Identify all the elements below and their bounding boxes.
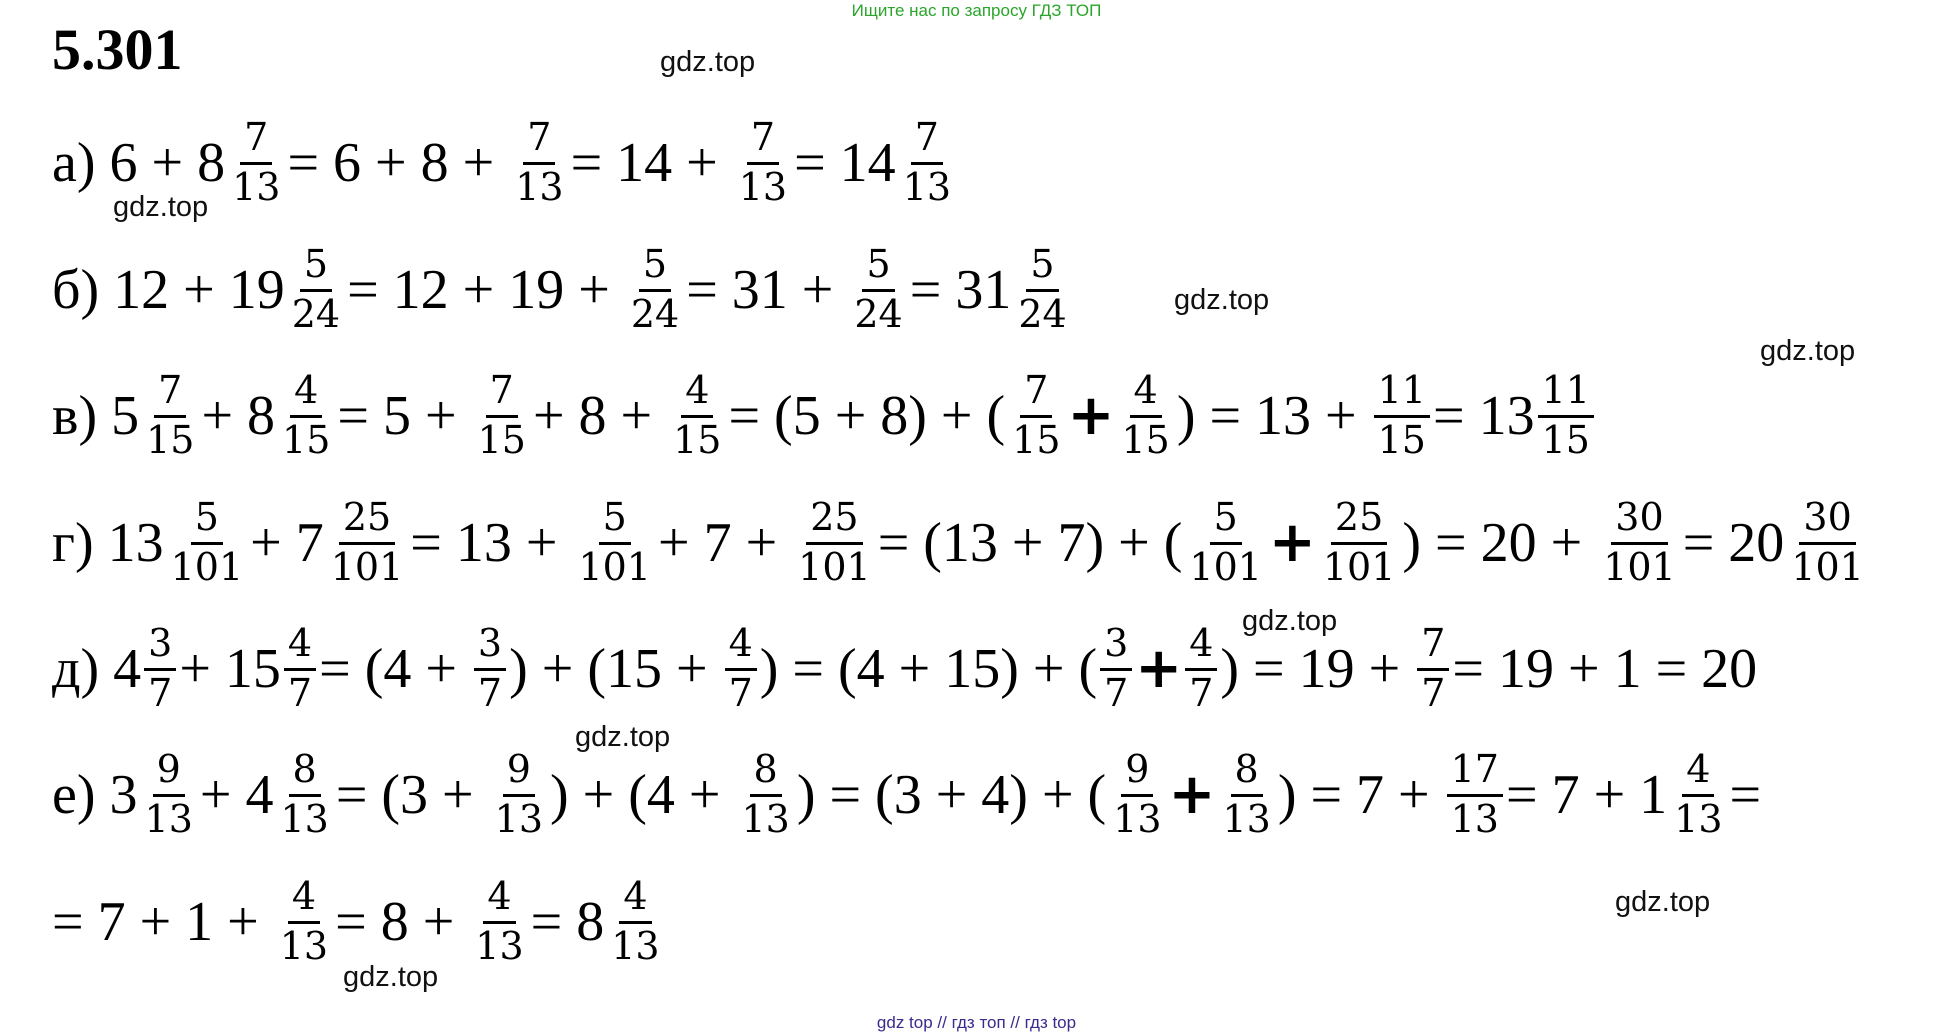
fraction — [1787, 497, 1868, 589]
fraction-numerator: 4 — [725, 623, 757, 671]
expression-text: = 6 + 8 + — [287, 131, 509, 194]
expression-text: = 13 + — [410, 511, 572, 574]
fraction-denominator: 24 — [854, 291, 903, 336]
expression-text: + 4 — [199, 763, 274, 826]
fraction — [607, 876, 663, 968]
fraction-denominator: 15 — [1541, 417, 1590, 462]
fraction — [574, 497, 655, 589]
fraction — [141, 749, 197, 841]
fraction-numerator: 5 — [1026, 244, 1058, 292]
fraction-numerator: 17 — [1447, 749, 1503, 797]
fraction-denominator: 101 — [330, 544, 404, 589]
fraction-numerator: 7 — [1417, 623, 1449, 671]
fraction-numerator: 4 — [284, 623, 316, 671]
fraction-denominator: 24 — [291, 291, 341, 336]
expression-text: = 7 + 1 — [1505, 763, 1668, 826]
fraction-numerator: 11 — [1374, 370, 1430, 418]
fraction-numerator: 7 — [154, 370, 186, 418]
equation-g — [52, 497, 1871, 589]
fraction — [737, 749, 793, 841]
fraction-denominator: 13 — [902, 164, 952, 209]
expression-text: + 7 — [250, 511, 324, 574]
fraction-denominator: 13 — [232, 164, 281, 209]
fraction-denominator: 13 — [1450, 796, 1499, 841]
expression-text: ) = 20 + — [1402, 511, 1597, 574]
fraction — [1117, 370, 1173, 462]
expression-text: = 19 + 1 = 20 — [1452, 637, 1758, 700]
fraction-numerator: 11 — [1538, 370, 1594, 418]
fraction-denominator: 101 — [798, 544, 871, 589]
equation-a — [52, 117, 958, 209]
fraction — [735, 117, 791, 209]
fraction — [284, 623, 316, 715]
fraction-numerator: 25 — [806, 497, 862, 545]
expression-text: в) 5 — [52, 384, 140, 447]
plus-sign: + — [1268, 509, 1316, 575]
expression-text: а) 6 + 8 — [52, 131, 226, 194]
expression-text: б) 12 + 19 — [52, 258, 285, 321]
fraction-numerator: 3 — [144, 623, 176, 671]
equation-d — [52, 623, 1757, 715]
expression-text: = 8 — [530, 890, 605, 953]
expression-text: г) 13 — [52, 511, 164, 574]
fraction-denominator: 13 — [738, 164, 788, 209]
fraction-denominator: 24 — [1018, 291, 1067, 336]
watermark: gdz.top — [1760, 335, 1856, 367]
fraction — [471, 876, 527, 968]
fraction-numerator: 4 — [1130, 370, 1162, 418]
fraction — [1417, 623, 1449, 715]
fraction-numerator: 4 — [288, 876, 320, 924]
expression-text: ) = 19 + — [1220, 637, 1415, 700]
watermark: gdz.top — [660, 46, 756, 78]
fraction-numerator: 5 — [862, 244, 894, 292]
fraction-denominator: 7 — [1421, 670, 1446, 715]
equation-e — [52, 749, 1761, 841]
fraction-denominator: 7 — [287, 670, 313, 715]
fraction — [725, 623, 757, 715]
watermark: gdz.top — [1242, 605, 1338, 637]
fraction-denominator: 15 — [282, 417, 331, 462]
fraction-denominator: 7 — [148, 670, 173, 715]
fraction-numerator: 30 — [1799, 497, 1855, 545]
fraction-numerator: 30 — [1611, 497, 1667, 545]
fraction — [627, 244, 683, 336]
expression-text: = 8 + — [335, 890, 469, 953]
expression-text: д) 4 — [52, 637, 142, 700]
fraction-denominator: 15 — [673, 417, 722, 462]
fraction-numerator: 8 — [1231, 749, 1263, 797]
expression-text: + 8 + — [532, 384, 667, 447]
expression-text: = (5 + 8) + ( — [728, 384, 1006, 447]
fraction-numerator: 4 — [681, 370, 713, 418]
watermark: gdz.top — [1615, 886, 1711, 918]
expression-text: = 5 + — [337, 384, 471, 447]
fraction-denominator: 7 — [1189, 670, 1214, 715]
fraction — [288, 244, 344, 336]
fraction — [511, 117, 567, 209]
equation-v — [52, 370, 1597, 462]
fraction-denominator: 13 — [279, 923, 329, 968]
watermark: gdz.top — [113, 191, 209, 223]
fraction — [144, 623, 176, 715]
fraction-denominator: 101 — [578, 544, 651, 589]
plus-sign: + — [1135, 635, 1183, 701]
expression-text: = 12 + 19 + — [347, 258, 624, 321]
fraction — [1100, 623, 1132, 715]
fraction-denominator: 13 — [144, 796, 193, 841]
fraction-denominator: 13 — [475, 923, 524, 968]
expression-text: = 14 + — [570, 131, 732, 194]
fraction-denominator: 101 — [1603, 544, 1676, 589]
fraction-numerator: 25 — [1331, 497, 1387, 545]
fraction — [1218, 749, 1274, 841]
fraction-denominator: 101 — [1189, 544, 1262, 589]
fraction-numerator: 4 — [619, 876, 651, 924]
fraction — [1538, 370, 1594, 462]
fraction-numerator: 5 — [1210, 497, 1242, 545]
fraction-denominator: 13 — [611, 923, 660, 968]
fraction-numerator: 7 — [486, 370, 518, 418]
expression-text: е) 3 — [52, 763, 138, 826]
fraction-denominator: 13 — [1222, 796, 1271, 841]
expression-text: + 15 — [179, 637, 281, 700]
plus-sign: + — [1067, 382, 1115, 448]
fraction-numerator: 9 — [503, 749, 535, 797]
fraction-denominator: 101 — [1791, 544, 1864, 589]
fraction-denominator: 24 — [630, 291, 680, 336]
fraction-numerator: 5 — [300, 244, 332, 292]
expression-text: = 20 — [1682, 511, 1785, 574]
expression-text: = 7 + 1 + — [52, 890, 273, 953]
fraction — [1599, 497, 1680, 589]
fraction-numerator: 5 — [191, 497, 223, 545]
fraction-denominator: 13 — [1674, 796, 1723, 841]
fraction-denominator: 13 — [1113, 796, 1162, 841]
expression-text: ) = 13 + — [1176, 384, 1371, 447]
fraction — [491, 749, 547, 841]
fraction-denominator: 101 — [1322, 544, 1396, 589]
fraction-numerator: 7 — [1020, 370, 1052, 418]
fraction — [228, 117, 284, 209]
fraction — [1447, 749, 1503, 841]
fraction — [276, 749, 332, 841]
plus-sign: + — [1168, 761, 1216, 827]
fraction-denominator: 15 — [1377, 417, 1426, 462]
fraction — [1374, 370, 1430, 462]
fraction — [850, 244, 906, 336]
expression-text: ) = (4 + 15) + ( — [759, 637, 1098, 700]
fraction-numerator: 7 — [747, 117, 779, 165]
expression-text: ) = (3 + 4) + ( — [796, 763, 1107, 826]
fraction — [1185, 497, 1266, 589]
fraction-numerator: 7 — [523, 117, 555, 165]
fraction-denominator: 7 — [728, 670, 753, 715]
fraction — [142, 370, 198, 462]
fraction — [327, 497, 408, 589]
fraction-denominator: 13 — [741, 796, 790, 841]
fraction-numerator: 4 — [1682, 749, 1714, 797]
fraction — [794, 497, 875, 589]
fraction — [1014, 244, 1070, 336]
watermark: gdz.top — [575, 721, 671, 753]
fraction-numerator: 4 — [290, 370, 322, 418]
equation-b — [52, 244, 1074, 336]
fraction-denominator: 13 — [494, 796, 543, 841]
fraction-denominator: 101 — [170, 544, 244, 589]
fraction — [669, 370, 725, 462]
fraction-denominator: 15 — [1012, 417, 1061, 462]
fraction-numerator: 7 — [911, 117, 943, 165]
watermark: gdz.top — [343, 961, 439, 993]
expression-text: + 7 + — [657, 511, 792, 574]
expression-text: ) + (4 + — [550, 763, 735, 826]
fraction — [167, 497, 248, 589]
footer-links[interactable]: gdz top // гдз топ // гдз top — [876, 1013, 1077, 1032]
expression-text: = (3 + — [335, 763, 488, 826]
fraction — [1109, 749, 1165, 841]
fraction-numerator: 3 — [474, 623, 506, 671]
fraction-numerator: 8 — [750, 749, 782, 797]
fraction-numerator: 4 — [483, 876, 515, 924]
expression-text: + 8 — [201, 384, 276, 447]
fraction — [474, 370, 530, 462]
fraction-numerator: 25 — [339, 497, 395, 545]
fraction — [276, 876, 332, 968]
fraction-denominator: 13 — [515, 164, 564, 209]
expression-text: = 31 — [909, 258, 1012, 321]
fraction-denominator: 15 — [477, 417, 526, 462]
fraction — [1319, 497, 1400, 589]
fraction-numerator: 7 — [240, 117, 272, 165]
expression-text: = 14 — [794, 131, 896, 194]
fraction-numerator: 9 — [1121, 749, 1153, 797]
fraction-numerator: 8 — [289, 749, 321, 797]
fraction-denominator: 7 — [477, 670, 503, 715]
fraction — [278, 370, 334, 462]
fraction-denominator: 15 — [146, 417, 195, 462]
expression-text: = 13 — [1432, 384, 1535, 447]
expression-text: = — [1729, 763, 1762, 826]
expression-text: = 31 + — [686, 258, 848, 321]
fraction-denominator: 13 — [280, 796, 329, 841]
fraction-numerator: 9 — [153, 749, 185, 797]
fraction — [899, 117, 955, 209]
fraction-numerator: 5 — [639, 244, 671, 292]
expression-text: ) = 7 + — [1277, 763, 1444, 826]
fraction-numerator: 4 — [1185, 623, 1217, 671]
fraction — [474, 623, 506, 715]
expression-text: = (4 + — [319, 637, 471, 700]
expression-text: = (13 + 7) + ( — [877, 511, 1183, 574]
fraction-numerator: 5 — [599, 497, 631, 545]
watermark: gdz.top — [1174, 284, 1270, 316]
problem-number: 5.301 — [52, 17, 183, 82]
expression-text: ) + (15 + — [509, 637, 722, 700]
fraction — [1185, 623, 1217, 715]
fraction-denominator: 7 — [1104, 670, 1129, 715]
fraction — [1670, 749, 1726, 841]
fraction-denominator: 15 — [1121, 417, 1170, 462]
fraction — [1008, 370, 1064, 462]
equation-e-cont — [52, 876, 667, 968]
fraction-numerator: 3 — [1100, 623, 1132, 671]
top-banner-link[interactable]: Ищите нас по запросу ГДЗ ТОП — [851, 1, 1102, 20]
